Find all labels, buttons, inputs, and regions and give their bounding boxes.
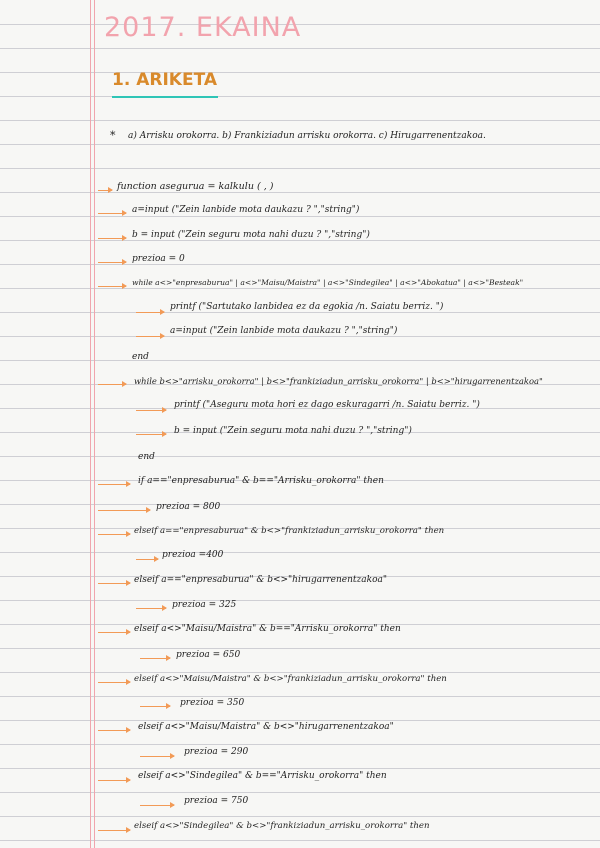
arrow-icon [98, 583, 130, 584]
code-line: elseif a<>"Sindegilea" & b=="Arrisku_orokorra" then [138, 771, 387, 781]
code-line: prezioa = 750 [184, 796, 249, 806]
arrow-icon [98, 780, 130, 781]
code-line: prezioa = 325 [172, 600, 237, 610]
arrow-icon [140, 805, 174, 806]
page-title: 2017. EKAINA [104, 12, 302, 43]
code-line: while b<>"arrisku_orokorra" | b<>"frankiziadun_arrisku_orokorra" | b<>"hirugarrenentzakoa" [134, 376, 543, 386]
arrow-icon [98, 190, 112, 191]
code-line: elseif a=="enpresaburua" & b<>"frankiziadun_arrisku_orokorra" then [134, 526, 445, 536]
code-line: prezioa = 800 [156, 502, 221, 512]
code-line: prezioa = 290 [184, 747, 249, 757]
code-line: function asegurua = kalkulu ( , ) [117, 181, 274, 192]
arrow-icon [140, 756, 174, 757]
arrow-icon [136, 559, 158, 560]
code-line: b = input ("Zein seguru mota nahi duzu ? ","string") [132, 230, 370, 240]
code-line: end [132, 352, 149, 362]
arrow-icon [136, 410, 166, 411]
arrow-icon [98, 384, 126, 385]
code-line: b = input ("Zein seguru mota nahi duzu ? ","string") [174, 426, 412, 436]
arrow-icon [98, 213, 126, 214]
arrow-icon [98, 286, 126, 287]
margin-line [90, 0, 91, 848]
code-line: printf ("Sartutako lanbidea ez da egokia /n. Saiatu berriz. ") [170, 302, 444, 312]
arrow-icon [98, 510, 150, 511]
code-line: elseif a<>"Maisu/Maistra" & b=="Arrisku_orokorra" then [134, 624, 401, 634]
code-line: while a<>"enpresaburua" | a<>"Maisu/Maistra" | a<>"Sindegilea" | a<>"Abokatua" | a<>"Besteak" [132, 278, 524, 287]
heading-underline [112, 96, 218, 98]
arrow-icon [98, 238, 126, 239]
arrow-icon [98, 730, 130, 731]
code-line: end [138, 452, 155, 462]
arrow-icon [98, 632, 130, 633]
arrow-icon [98, 484, 130, 485]
code-line: elseif a<>"Maisu/Maistra" & b<>"frankiziadun_arrisku_orokorra" then [134, 674, 447, 684]
code-line: elseif a<>"Sindegilea" & b<>"frankiziadun_arrisku_orokorra" then [134, 821, 430, 831]
intro-text: a) Arrisku orokorra. b) Frankiziadun arrisku orokorra. c) Hirugarrenentzakoa. [128, 131, 486, 141]
arrow-icon [98, 830, 130, 831]
arrow-icon [136, 336, 164, 337]
arrow-icon [98, 682, 130, 683]
arrow-icon [140, 658, 170, 659]
code-line: a=input ("Zein lanbide mota daukazu ? ","string") [170, 326, 398, 336]
exercise-heading: 1. ARIKETA [112, 70, 217, 90]
arrow-icon [140, 706, 170, 707]
code-line: elseif a=="enpresaburua" & b<>"hirugarrenentzakoa" [134, 575, 388, 585]
code-line: prezioa =400 [162, 550, 224, 560]
arrow-icon [136, 434, 166, 435]
code-line: a=input ("Zein lanbide mota daukazu ? ","string") [132, 205, 360, 215]
arrow-icon [136, 312, 164, 313]
code-line: if a=="enpresaburua" & b=="Arrisku_orokorra" then [138, 476, 384, 486]
code-line: prezioa = 350 [180, 698, 245, 708]
margin-line [94, 0, 95, 848]
code-line: elseif a<>"Maisu/Maistra" & b<>"hirugarrenentzakoa" [138, 722, 394, 732]
code-line: prezioa = 650 [176, 650, 241, 660]
arrow-icon [136, 608, 166, 609]
code-line: prezioa = 0 [132, 254, 185, 264]
intro-bullet: * [110, 129, 116, 142]
arrow-icon [98, 534, 130, 535]
arrow-icon [98, 262, 126, 263]
code-line: printf ("Aseguru mota hori ez dago eskuragarri /n. Saiatu berriz. ") [174, 400, 480, 410]
